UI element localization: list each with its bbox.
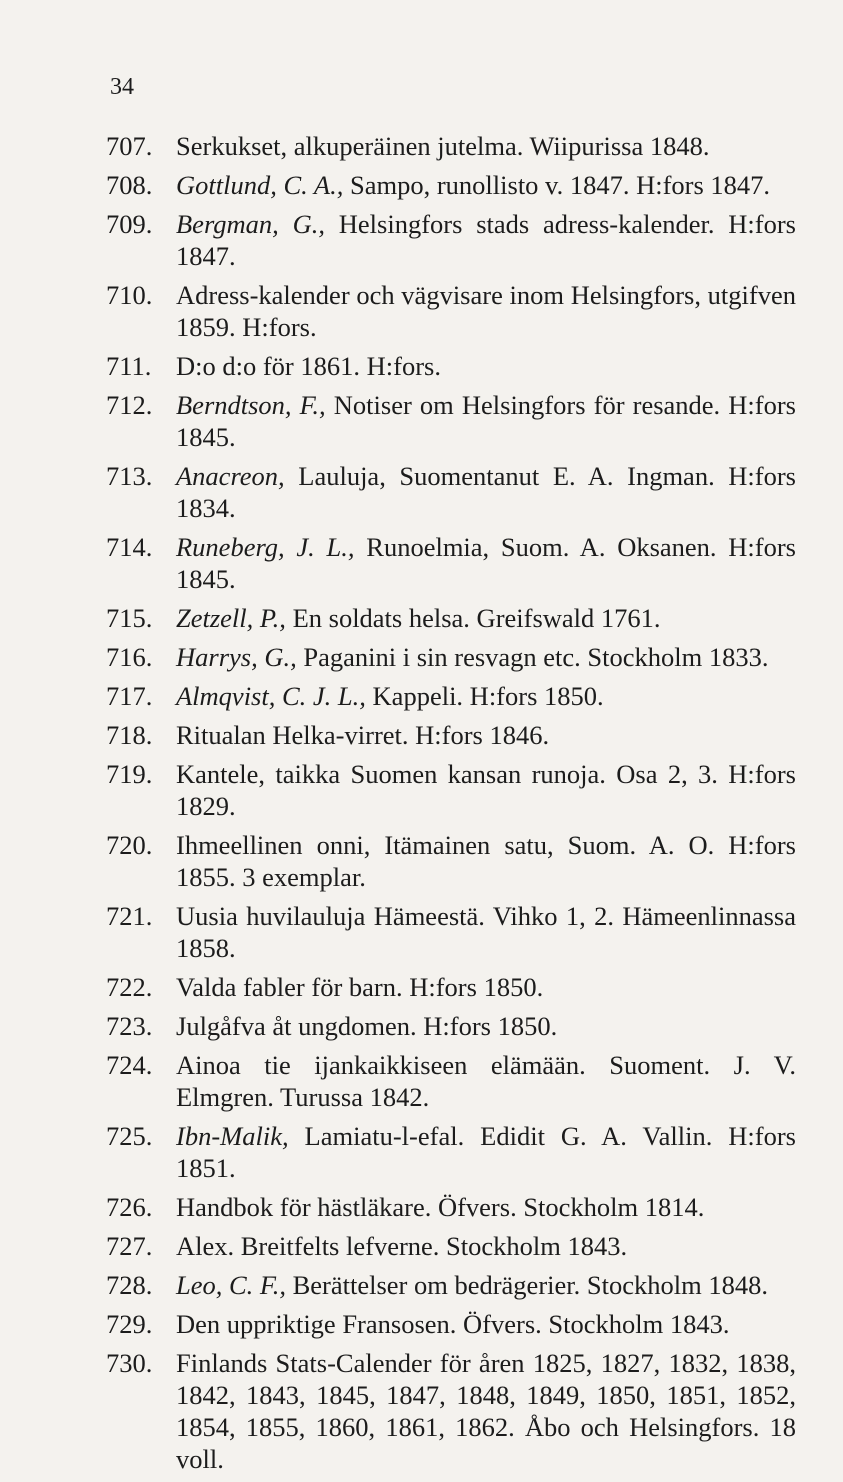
entry-title: Runoelmia, Suom. A. Oksanen. H:fors 1845. [176, 532, 796, 594]
entry-text [176, 1308, 796, 1340]
entry-author: Anacreon, [176, 461, 285, 491]
entry-text [176, 460, 796, 524]
entry-number: 726. [106, 1192, 153, 1222]
entry-author: Runeberg, J. L., [176, 532, 355, 562]
entry-title: Den uppriktige Fransosen. Öfvers. Stockholm 1843. [176, 1309, 730, 1339]
entry-text [176, 900, 796, 964]
list-item [106, 389, 796, 453]
entry-title: Kappeli. H:fors 1850. [365, 681, 604, 711]
entry-title: Valda fabler för barn. H:fors 1850. [176, 972, 544, 1002]
list-item [106, 350, 796, 382]
entry-text [176, 829, 796, 893]
entry-author: Bergman, G., [176, 209, 325, 239]
list-item [106, 1230, 796, 1262]
entry-text [176, 602, 796, 634]
entry-title: Sampo, runollisto v. 1847. H:fors 1847. [343, 170, 771, 200]
entry-title: D:o d:o för 1861. H:fors. [176, 351, 441, 381]
entry-number: 709. [106, 209, 153, 239]
entry-number: 729. [106, 1309, 153, 1339]
list-item [106, 208, 796, 272]
entry-number: 721. [106, 901, 153, 931]
entry-text [176, 758, 796, 822]
entry-title: Alex. Breitfelts lefverne. Stockholm 1843. [176, 1231, 628, 1261]
list-item [106, 1269, 796, 1301]
list-item [106, 641, 796, 673]
entry-number: 708. [106, 170, 153, 200]
entry-title: Julgåfva åt ungdomen. H:fors 1850. [176, 1011, 558, 1041]
entry-number: 727. [106, 1231, 153, 1261]
entry-author: Ibn-Malik, [176, 1121, 289, 1151]
entry-title: Finlands Stats-Calender för åren 1825, 1827, 1832, 1838, 1842, 1843, 1845, 1847, 1848, 1849, 1850, 1851, 1852, 1854, 1855, 1860, 1861, 1862. Åbo och Helsingfors. 18 voll. [176, 1348, 796, 1474]
list-item [106, 900, 796, 964]
entry-list [106, 130, 796, 1482]
entry-text [176, 680, 796, 712]
entry-text [176, 350, 796, 382]
entry-text [176, 169, 796, 201]
entry-text [176, 389, 796, 453]
entry-number: 728. [106, 1270, 153, 1300]
entry-author: Almqvist, C. J. L., [176, 681, 366, 711]
entry-number: 723. [106, 1011, 153, 1041]
entry-text [176, 1230, 796, 1262]
entry-title: Uusia huvilauluja Hämeestä. Vihko 1, 2. Hämeenlinnassa 1858. [176, 901, 796, 963]
entry-text [176, 641, 796, 673]
list-item [106, 829, 796, 893]
entry-number: 722. [106, 972, 153, 1002]
list-item [106, 1010, 796, 1042]
entry-number: 711. [106, 351, 152, 381]
entry-number: 716. [106, 642, 153, 672]
list-item [106, 1049, 796, 1113]
entry-title: Handbok för hästläkare. Öfvers. Stockholm 1814. [176, 1192, 705, 1222]
entry-title: Berättelser om bedrägerier. Stockholm 1848. [285, 1270, 768, 1300]
entry-title: Serkukset, alkuperäinen jutelma. Wiipurissa 1848. [176, 131, 710, 161]
entry-number: 717. [106, 681, 153, 711]
entry-number: 719. [106, 759, 153, 789]
entry-text [176, 1191, 796, 1223]
entry-number: 714. [106, 532, 153, 562]
list-item [106, 130, 796, 162]
entry-number: 707. [106, 131, 153, 161]
entry-title: Paganini i sin resvagn etc. Stockholm 1833. [296, 642, 769, 672]
entry-number: 712. [106, 390, 153, 420]
entry-number: 710. [106, 280, 153, 310]
list-item [106, 602, 796, 634]
entry-author: Berndtson, F., [176, 390, 326, 420]
entry-text [176, 208, 796, 272]
entry-author: Zetzell, P., [176, 603, 286, 633]
list-item [106, 531, 796, 595]
entry-text [176, 1347, 796, 1475]
entry-text [176, 531, 796, 595]
entry-title: Ainoa tie ijankaikkiseen elämään. Suoment. J. V. Elmgren. Turussa 1842. [176, 1050, 796, 1112]
list-item [106, 279, 796, 343]
entry-title: En soldats helsa. Greifswald 1761. [285, 603, 661, 633]
entry-number: 713. [106, 461, 153, 491]
entry-text [176, 1269, 796, 1301]
entry-text [176, 971, 796, 1003]
entry-title: Ihmeellinen onni, Itämainen satu, Suom. A. O. H:fors 1855. 3 exemplar. [176, 830, 796, 892]
entry-title: Lauluja, Suomentanut E. A. Ingman. H:fors 1834. [176, 461, 796, 523]
entry-title: Notiser om Helsingfors för resande. H:fors 1845. [176, 390, 796, 452]
entry-number: 720. [106, 830, 153, 860]
entry-author: Gottlund, C. A., [176, 170, 344, 200]
entry-title: Adress-kalender och vägvisare inom Helsingfors, utgifven 1859. H:fors. [176, 280, 796, 342]
entry-title: Lamiatu-l-efal. Edidit G. A. Vallin. H:fors 1851. [176, 1121, 796, 1183]
entry-number: 724. [106, 1050, 153, 1080]
entry-text [176, 1120, 796, 1184]
list-item [106, 1347, 796, 1475]
list-item [106, 680, 796, 712]
list-item [106, 719, 796, 751]
list-item [106, 460, 796, 524]
list-item [106, 1308, 796, 1340]
list-item [106, 971, 796, 1003]
entry-text [176, 279, 796, 343]
entry-number: 718. [106, 720, 153, 750]
entry-text [176, 719, 796, 751]
list-item [106, 1191, 796, 1223]
entry-title: Kantele, taikka Suomen kansan runoja. Osa 2, 3. H:fors 1829. [176, 759, 796, 821]
list-item [106, 758, 796, 822]
entry-number: 715. [106, 603, 153, 633]
entry-text [176, 1049, 796, 1113]
entry-text [176, 130, 796, 162]
entry-text [176, 1010, 796, 1042]
entry-author: Harrys, G., [176, 642, 297, 672]
page-number: 34 [110, 74, 134, 100]
entry-number: 725. [106, 1121, 153, 1151]
entry-author: Leo, C. F., [176, 1270, 286, 1300]
entry-title: Ritualan Helka-virret. H:fors 1846. [176, 720, 550, 750]
entry-title: Helsingfors stads adress-kalender. H:fors 1847. [176, 209, 796, 271]
list-item [106, 1120, 796, 1184]
list-item [106, 169, 796, 201]
entry-number: 730. [106, 1348, 153, 1378]
